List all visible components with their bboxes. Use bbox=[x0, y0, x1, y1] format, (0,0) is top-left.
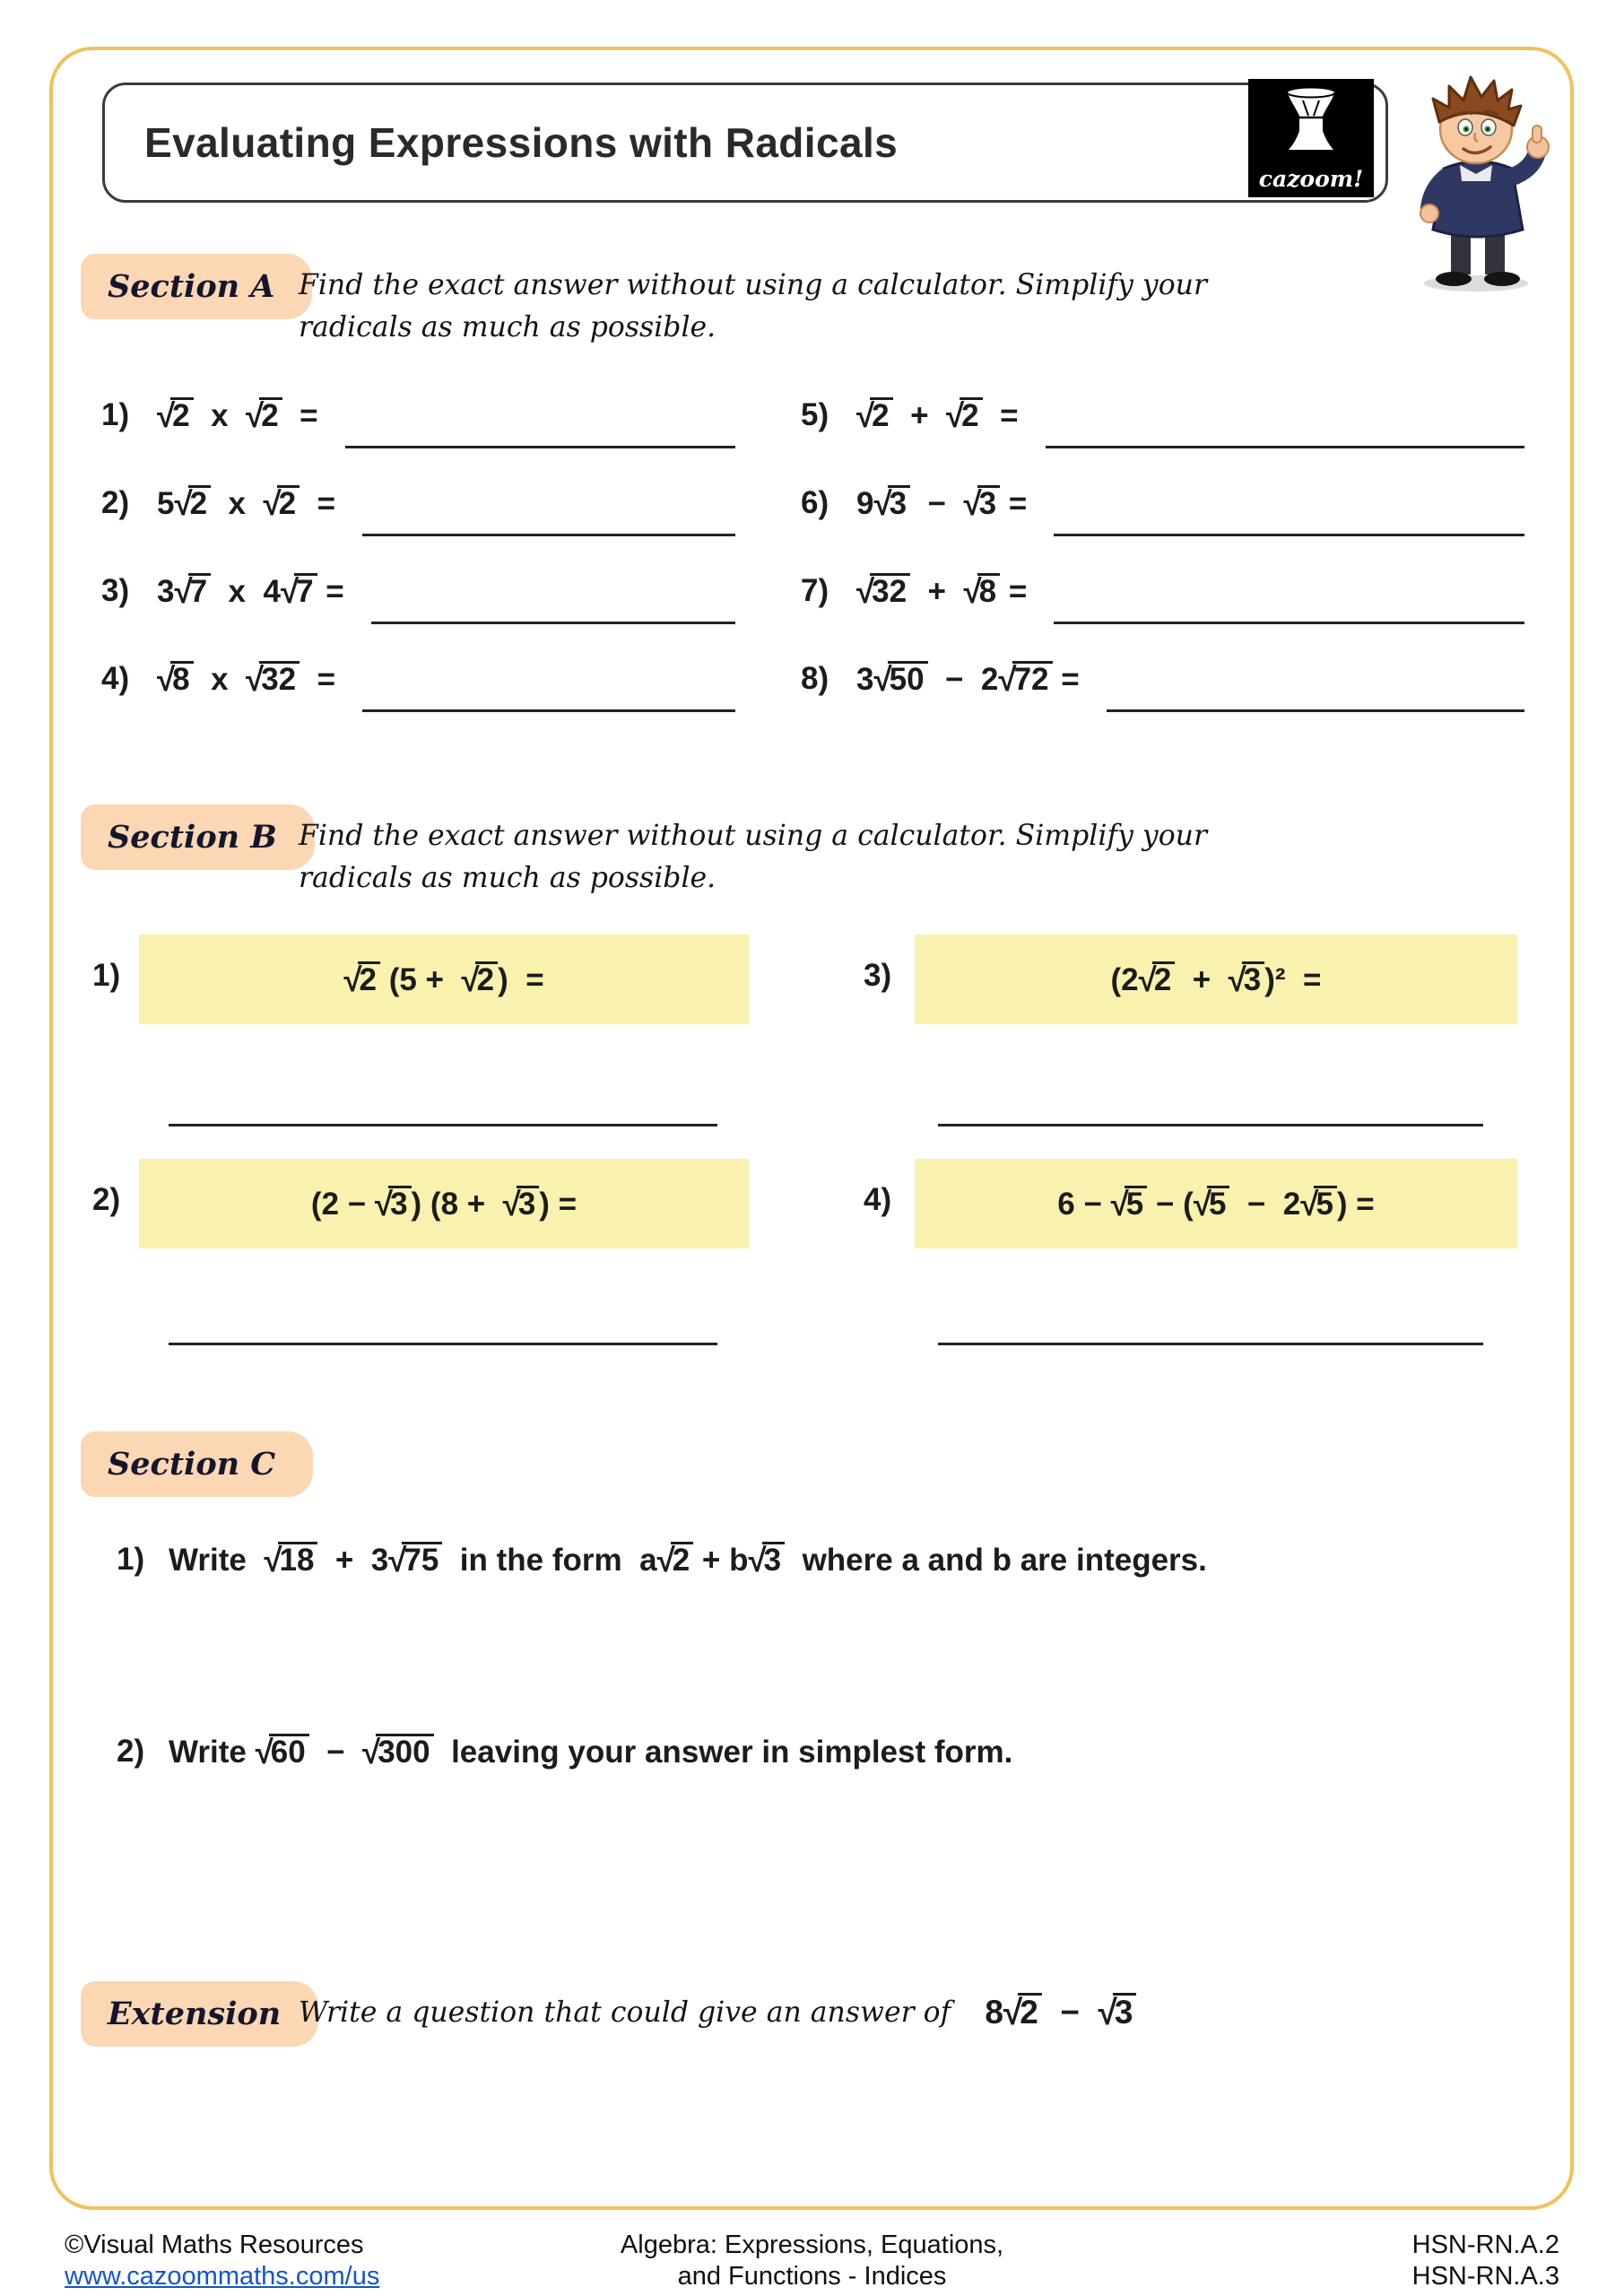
radical: √8 bbox=[157, 660, 194, 698]
problem-expression: 9√3 − √3 = bbox=[856, 485, 1028, 522]
problem-expression: 3√7 x 4√7 = bbox=[157, 573, 344, 610]
radical: √3 bbox=[375, 1185, 412, 1222]
copyright-text: ©Visual Maths Resources bbox=[65, 2231, 364, 2259]
section-c-label: Section C bbox=[81, 1431, 313, 1497]
radical: √5 bbox=[1194, 1185, 1230, 1222]
standard-code: HSN-RN.A.2 bbox=[1411, 2231, 1559, 2259]
standard-code: HSN-RN.A.3 bbox=[1411, 2262, 1559, 2292]
answer-line bbox=[1107, 709, 1524, 712]
problem-row bbox=[117, 1733, 1012, 1770]
problem-expression: (2√2 + √3 )² = bbox=[1110, 961, 1322, 998]
problem-number: 3) bbox=[101, 573, 130, 608]
problem-number: 8) bbox=[801, 661, 829, 696]
extension-label: Extension bbox=[81, 1981, 318, 2047]
answer-line bbox=[1054, 622, 1524, 624]
highlighted-problem bbox=[915, 935, 1517, 1024]
title-box bbox=[102, 83, 1388, 203]
problem-number: 2) bbox=[101, 485, 130, 520]
problem-row bbox=[101, 660, 735, 698]
problem-row bbox=[101, 572, 735, 610]
answer-line bbox=[371, 622, 735, 624]
website-link[interactable]: www.cazoommaths.com/us bbox=[65, 2262, 380, 2292]
radical: √2 bbox=[1139, 961, 1176, 998]
answer-line bbox=[345, 446, 735, 448]
radical: √5 bbox=[1111, 1185, 1148, 1222]
radical: √3 bbox=[1099, 1993, 1137, 2032]
radical: √50 bbox=[873, 660, 927, 698]
radical: √2 bbox=[157, 396, 194, 434]
problem-expression: √2 x √2 = bbox=[157, 397, 318, 434]
problem-number: 2) bbox=[92, 1182, 121, 1217]
problem-expression: Write √60 − √300 leaving your answer in simplest form. bbox=[169, 1734, 1013, 1770]
problem-expression: 5√2 x √2 = bbox=[157, 485, 336, 522]
problem-expression: √32 + √8 = bbox=[856, 573, 1028, 610]
radical: √32 bbox=[246, 660, 300, 698]
problem-row bbox=[101, 396, 735, 434]
problem-number: 5) bbox=[801, 397, 829, 432]
answer-line bbox=[938, 1124, 1483, 1126]
radical: √3 bbox=[1229, 961, 1265, 998]
problem-number: 6) bbox=[801, 485, 829, 520]
cazoom-logo-text: cazoom! bbox=[1258, 166, 1364, 192]
footer-standards-block bbox=[1412, 2230, 1559, 2293]
highlighted-problem bbox=[139, 1159, 749, 1248]
radical: √2 bbox=[657, 1541, 694, 1578]
highlighted-problem bbox=[915, 1159, 1517, 1248]
footer-topic-block bbox=[621, 2230, 1003, 2293]
problem-expression: 6 − √5 − (√5 − 2√5 ) = bbox=[1057, 1186, 1375, 1222]
cazoom-logo bbox=[1248, 79, 1374, 197]
radical: √2 bbox=[174, 484, 211, 522]
footer-copyright-block bbox=[65, 2230, 379, 2293]
problem-row bbox=[117, 1541, 1207, 1578]
extension-task bbox=[299, 1993, 1136, 2032]
highlighted-problem bbox=[139, 935, 749, 1024]
instruction-line: radicals as much as possible. bbox=[299, 862, 716, 895]
problem-row bbox=[801, 660, 1524, 698]
answer-line bbox=[1054, 534, 1524, 536]
radical: √60 bbox=[256, 1733, 309, 1770]
radical: √2 bbox=[856, 396, 893, 434]
radical: √7 bbox=[281, 572, 317, 610]
instruction-line: Find the exact answer without using a calculator. Simplify your bbox=[299, 820, 1208, 852]
problem-expression: 3√50 − 2√72 = bbox=[856, 661, 1080, 698]
section-b-instructions bbox=[299, 815, 1207, 900]
page-title: Evaluating Expressions with Radicals bbox=[144, 119, 899, 166]
problem-number: 7) bbox=[801, 573, 829, 608]
radical: √32 bbox=[856, 572, 910, 610]
problem-number: 2) bbox=[117, 1734, 145, 1769]
mascot-illustration bbox=[1397, 54, 1563, 299]
radical: √5 bbox=[1300, 1185, 1337, 1222]
radical: √8 bbox=[963, 572, 1000, 610]
section-a-label: Section A bbox=[81, 254, 312, 319]
radical: √7 bbox=[174, 572, 211, 610]
problem-expression: Write √18 + 3√75 in the form a√2 + b√3 where a and b are integers. bbox=[169, 1542, 1207, 1578]
radical: √18 bbox=[264, 1541, 317, 1578]
answer-line bbox=[938, 1343, 1483, 1345]
radical: √3 bbox=[873, 484, 910, 522]
problem-number: 1) bbox=[117, 1542, 145, 1577]
extension-expression: 8√2 − √3 bbox=[985, 1993, 1136, 2032]
radical: √2 bbox=[343, 961, 380, 998]
problem-expression: (2 − √3 ) (8 + √3 ) = bbox=[310, 1186, 578, 1222]
radical: √2 bbox=[461, 961, 498, 998]
section-b-label: Section B bbox=[81, 804, 315, 870]
answer-line bbox=[1046, 446, 1524, 448]
section-a-instructions bbox=[299, 265, 1207, 350]
answer-line bbox=[169, 1343, 717, 1345]
answer-line bbox=[362, 709, 735, 712]
radical: √75 bbox=[388, 1541, 442, 1578]
topic-line: and Functions - Indices bbox=[677, 2262, 947, 2292]
drum-icon bbox=[1281, 86, 1341, 154]
problem-row bbox=[801, 572, 1524, 610]
page-border bbox=[49, 47, 1574, 2210]
radical: √300 bbox=[362, 1733, 434, 1770]
problem-expression: √8 x √32 = bbox=[157, 661, 336, 698]
problem-row bbox=[801, 396, 1524, 434]
radical: √2 bbox=[1003, 1993, 1042, 2032]
radical: √72 bbox=[998, 660, 1052, 698]
radical: √2 bbox=[246, 396, 282, 434]
problem-row bbox=[101, 484, 735, 522]
problem-number: 3) bbox=[864, 958, 892, 993]
problem-expression: √2 + √2 = bbox=[856, 397, 1019, 434]
problem-number: 1) bbox=[101, 397, 130, 432]
problem-number: 4) bbox=[101, 661, 130, 696]
radical: √2 bbox=[263, 484, 300, 522]
radical: √3 bbox=[503, 1185, 540, 1222]
instruction-line: radicals as much as possible. bbox=[299, 311, 716, 344]
answer-line bbox=[362, 534, 735, 536]
problem-number: 1) bbox=[92, 958, 121, 993]
problem-row bbox=[801, 484, 1524, 522]
answer-line bbox=[169, 1124, 717, 1126]
problem-number: 4) bbox=[864, 1182, 892, 1217]
radical: √3 bbox=[748, 1541, 785, 1578]
instruction-line: Find the exact answer without using a calculator. Simplify your bbox=[299, 269, 1208, 301]
radical: √2 bbox=[946, 396, 983, 434]
radical: √3 bbox=[963, 484, 1000, 522]
topic-line: Algebra: Expressions, Equations, bbox=[620, 2231, 1004, 2259]
problem-expression: √2 (5 + √2 ) = bbox=[343, 961, 544, 998]
extension-prompt: Write a question that could give an answer of bbox=[299, 1996, 951, 2029]
